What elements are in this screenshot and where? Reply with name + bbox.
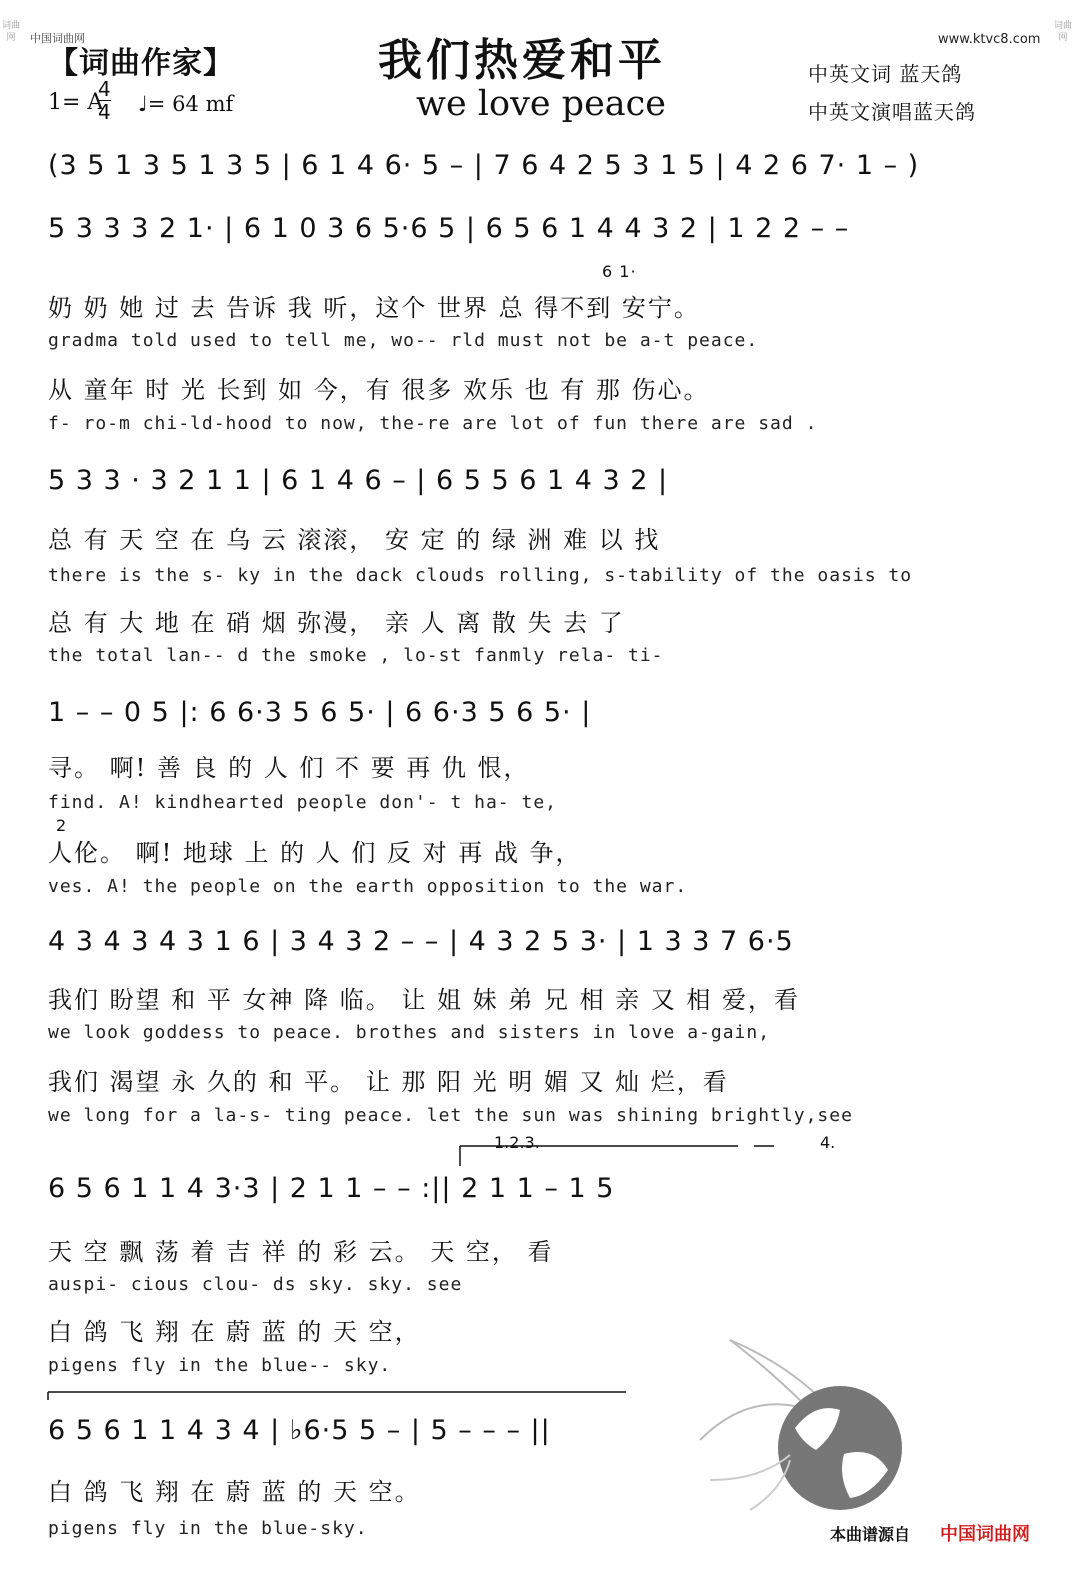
lyric-en-3b: ves. A! the people on the earth opposition to the war.	[48, 876, 688, 897]
lyric-cn-5a: 天 空 飘 荡 着 吉 祥 的 彩 云。 天 空， 看	[48, 1238, 554, 1266]
lyric-en-1a: gradma told used to tell me, wo-- rld must not be a-t peace.	[48, 330, 759, 351]
lyric-en-4a: we look goddess to peace. brothes and sisters in love a-gain,	[48, 1022, 771, 1043]
notation-line-intro: (3 5 1 3 5 1 3 5 | 6 1 4 6· 5 – | 7 6 4 2 5 3 1 5 | 4 2 6 7· 1 – )	[48, 150, 920, 181]
lyric-cn-5b: 白 鸽 飞 翔 在 蔚 蓝 的 天 空，	[48, 1318, 421, 1346]
song-title: 我们热爱和平	[378, 35, 666, 86]
song-english-title: we love peace	[416, 84, 666, 124]
edge-text: 词曲网	[1053, 21, 1072, 43]
volta-first-ending: 1.2.3.	[494, 1133, 540, 1152]
site-url[interactable]: www.ktvc8.com	[938, 32, 1041, 47]
lyric-cn-2b: 总 有 大 地 在 硝 烟 弥漫， 亲 人 离 散 失 去 了	[48, 609, 625, 637]
footer-source-label: 本曲谱源自	[830, 1525, 911, 1544]
lyric-cn-1b: 从 童年 时 光 长到 如 今，有 很多 欢乐 也 有 那 伤心。	[48, 376, 710, 404]
notation-line-6: 6 5 6 1 1 4 3 4 | ♭6·5 5 – | 5 – – – ||	[48, 1415, 551, 1446]
meter-top: 4	[98, 77, 111, 101]
lyric-cn-4b: 我们 渴望 永 久的 和 平。 让 那 阳 光 明 媚 又 灿 烂，看	[48, 1068, 729, 1096]
time-signature	[98, 78, 111, 123]
left-watermark-strip	[0, 20, 22, 1580]
lyric-en-3a: find. A! kindhearted people don'- t ha- te,	[48, 792, 557, 813]
category-label: 【词曲作家】	[48, 46, 234, 81]
site-watermark: 中国词曲网	[30, 32, 85, 45]
lyric-en-1b: f- ro-m chi-ld-hood to now, the-re are lot of fun there are sad .	[48, 413, 818, 434]
lyric-cn-6: 白 鸽 飞 翔 在 蔚 蓝 的 天 空。	[48, 1478, 421, 1506]
right-watermark-strip	[1052, 20, 1074, 1580]
lyric-cn-4a: 我们 盼望 和 平 女神 降 临。 让 姐 妹 弟 兄 相 亲 又 相 爱，看	[48, 986, 801, 1014]
notation-line-1: 5 3 3 3 2 1· | 6 1 0 3 6 5·6 5 | 6 5 6 1 4 4 3 2 | 1 2 2 – –	[48, 213, 850, 244]
lyric-cn-1a: 奶 奶 她 过 去 告诉 我 听，这个 世界 总 得不到 安宁。	[48, 294, 700, 322]
tempo-marking: ♩= 64 mf	[138, 92, 234, 116]
lyric-en-2b: the total lan-- d the smoke , lo-st fanmly rela- ti-	[48, 645, 664, 666]
verse-number: 2	[56, 816, 68, 835]
lyric-cn-3b: 人伦。 啊! 地球 上 的 人 们 反 对 再 战 争，	[48, 839, 582, 867]
final-phrase-slur	[46, 1388, 646, 1402]
lyric-en-5a: auspi- cious clou- ds sky. sky. see	[48, 1274, 463, 1295]
notation-line-5: 6 5 6 1 1 4 3·3 | 2 1 1 – – :|| 2 1 1 – 1 5	[48, 1173, 615, 1204]
notation-alt: 6 1·	[602, 262, 637, 281]
lyricist-credit: 中英文词 蓝天鸽	[808, 62, 963, 86]
volta-second-ending: 4.	[820, 1133, 836, 1152]
lyric-en-6: pigens fly in the blue-sky.	[48, 1518, 368, 1539]
notation-line-2: 5 3 3 · 3 2 1 1 | 6 1 4 6 – | 6 5 5 6 1 4 3 2 |	[48, 465, 669, 496]
lyric-cn-3a: 寻。 啊! 善 良 的 人 们 不 要 再 仇 恨，	[48, 754, 530, 782]
singer-credit: 中英文演唱蓝天鸽	[808, 100, 976, 124]
notation-line-4: 4 3 4 3 4 3 1 6 | 3 4 3 2 – – | 4 3 2 5 3· | 1 3 3 7 6·5	[48, 926, 794, 957]
lyric-en-4b: we long for a la-s- ting peace. let the sun was shining brightly,see	[48, 1105, 853, 1126]
edge-text: 词曲网	[1, 21, 20, 43]
key-signature: 1= A	[48, 90, 104, 115]
meter-bottom: 4	[98, 100, 111, 124]
notation-line-3: 1 – – 0 5 |: 6 6·3 5 6 5· | 6 6·3 5 6 5· |	[48, 697, 592, 728]
globe-dove-illustration	[690, 1330, 920, 1530]
lyric-en-5b: pigens fly in the blue-- sky.	[48, 1355, 392, 1376]
lyric-en-2a: there is the s- ky in the dack clouds rolling, s-tability of the oasis to	[48, 565, 913, 586]
lyric-cn-2a: 总 有 天 空 在 乌 云 滚滚， 安 定 的 绿 洲 难 以 找	[48, 526, 661, 554]
footer-brand-link[interactable]: 中国词曲网	[940, 1524, 1030, 1545]
